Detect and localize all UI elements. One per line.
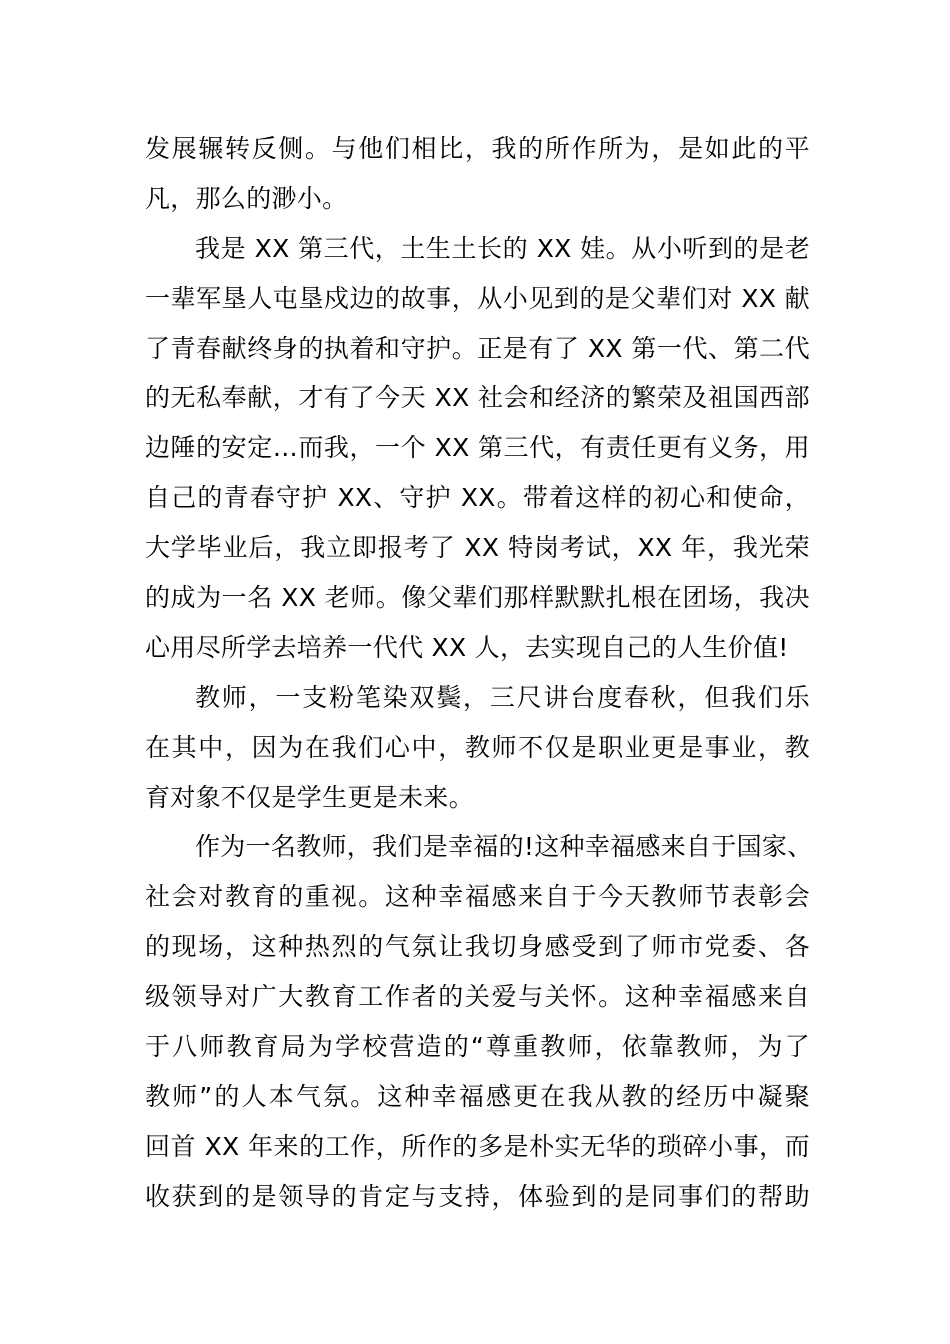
text-line: 发展辗转反侧。与他们相比，我的所作所为，是如此的平 (145, 134, 810, 163)
text-line: 自己的青春守护 XX、守护 XX。带着这样的初心和使命， (145, 483, 810, 513)
text-line: 作为一名教师，我们是幸福的!这种幸福感来自于国家、 (195, 832, 813, 862)
text-line: 了青春献终身的执着和守护。正是有了 XX 第一代、第二代 (145, 333, 810, 363)
text-line: 回首 XX 年来的工作，所作的多是朴实无华的琐碎小事，而 (145, 1131, 810, 1161)
text-line: 的无私奉献，才有了今天 XX 社会和经济的繁荣及祖国西部 (145, 383, 810, 413)
text-line: 的现场，这种热烈的气氛让我切身感受到了师市党委、各 (145, 932, 810, 962)
text-line: 的成为一名 XX 老师。像父辈们那样默默扎根在团场，我决 (145, 583, 810, 613)
text-line: 级领导对广大教育工作者的关爱与关怀。这种幸福感来自 (145, 982, 810, 1012)
text-line: 凡，那么的渺小。 (145, 183, 348, 213)
text-line: 边陲的安定…而我，一个 XX 第三代，有责任更有义务，用 (145, 433, 810, 463)
text-line: 社会对教育的重视。这种幸福感来自于今天教师节表彰会 (145, 882, 810, 912)
text-line: 收获到的是领导的肯定与支持，体验到的是同事们的帮助 (145, 1181, 810, 1211)
document-body (145, 124, 813, 1222)
text-line: 于八师教育局为学校营造的“尊重教师，依靠教师，为了 (145, 1032, 810, 1062)
text-line: 育对象不仅是学生更是未来。 (145, 782, 474, 812)
text-line: 教师，一支粉笔染双鬓，三尺讲台度春秋，但我们乐 (195, 682, 810, 712)
text-line: 大学毕业后，我立即报考了 XX 特岗考试，XX 年，我光荣 (145, 533, 810, 563)
text-line: 心用尽所学去培养一代代 XX 人，去实现自己的人生价值! (145, 632, 789, 662)
text-line: 在其中，因为在我们心中，教师不仅是职业更是事业，教 (145, 732, 810, 762)
text-line: 教师”的人本气氛。这种幸福感更在我从教的经历中凝聚 (145, 1081, 810, 1111)
text-line: 一辈军垦人屯垦戍边的故事，从小见到的是父辈们对 XX 献 (145, 283, 810, 313)
text-line: 我是 XX 第三代，土生土长的 XX 娃。从小听到的是老 (195, 233, 810, 263)
